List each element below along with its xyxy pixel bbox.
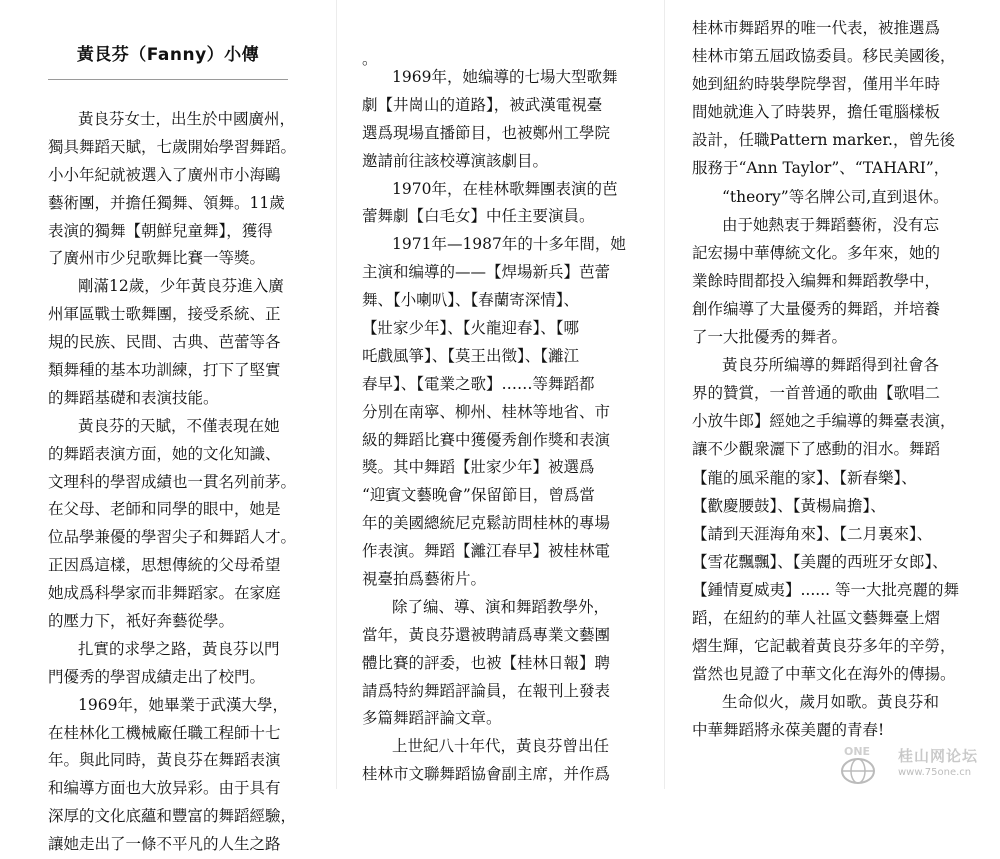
text-line: 【壯家少年】、【火龍迎春】、【哪: [362, 319, 580, 338]
article-title: 黃艮芬（Fanny）小傳: [76, 45, 260, 65]
text-line: 當年，黃良芬還被聘請爲專業文藝團: [362, 625, 611, 644]
text-line: 類舞種的基本功訓練，打下了堅實: [48, 361, 281, 380]
text-line: 蕾舞劇【白毛女】中任主要演員。: [362, 207, 595, 226]
text-line: 記宏揚中華傳統文化。多年來，她的: [692, 243, 941, 262]
text-line: 剛滿12歲，少年黃良芬進入廣: [78, 277, 284, 296]
text-line: 間她就進入了時裝界，擔任電腦樣板: [692, 103, 941, 122]
text-line: 主演和编導的——【焊場新兵】芭蕾: [362, 263, 611, 282]
text-line: 【雪花飄飄】、【美麗的西班牙女郎】、: [692, 552, 948, 571]
text-line: 分別在南寧、柳州、桂林等地省、市: [362, 402, 611, 421]
text-line: 和编導方面也大放异彩。由于具有: [48, 779, 281, 798]
page-fold-left: [336, 0, 337, 789]
text-line: 作表演。舞蹈【灕江春早】被桂林電: [362, 542, 611, 561]
text-line: 了一大批優秀的舞者。: [692, 328, 848, 347]
text-line: 了廣州市少兒歌舞比賽一等獎。: [48, 249, 266, 268]
text-line: 桂林市舞蹈界的唯一代表，被推選爲: [692, 19, 941, 37]
text-line: 設計，任職Pattern marker.，曾先後: [692, 131, 955, 150]
watermark: [822, 741, 992, 785]
text-line: 黃良芬女士，出生於中國廣州，: [78, 110, 296, 128]
text-line: 蹈，在紐約的華人社區文藝舞臺上熠: [692, 608, 941, 627]
column-3: [692, 0, 972, 789]
text-line: 的舞蹈基礎和表演技能。: [48, 388, 219, 407]
text-line: 在桂林化工機械廠任職工程師十七: [48, 723, 281, 742]
title-divider: [48, 79, 288, 80]
text-line: 體比賽的評委，也被【桂林日報】聘: [362, 653, 611, 672]
text-line: 深厚的文化底蘊和豐富的舞蹈經驗，: [48, 807, 297, 826]
text-line: 邀請前往該校導演該劇目。: [362, 151, 549, 170]
text-line: 門優秀的學習成績走出了校門。: [48, 667, 266, 686]
text-line: 她成爲科學家而非舞蹈家。在家庭: [48, 584, 281, 603]
text-line: 吒戲風箏】、【莫王出徵】、【灕江: [362, 346, 580, 365]
text-line: 年。與此同時，黃良芬在舞蹈表演: [48, 751, 281, 770]
text-line: 服務于“Ann Taylor”、“TAHARI”，: [692, 159, 950, 178]
text-line: 黃良芬所编導的舞蹈得到社會各: [722, 356, 940, 375]
text-line: 由于她熱衷于舞蹈藝術，没有忘: [722, 215, 940, 234]
text-line: 表演的獨舞【朝鮮兒童舞】，獲得: [48, 221, 273, 240]
text-line: “theory”等名牌公司,直到退休。: [722, 187, 949, 206]
text-line: 春早】、【電業之歌】……等舞蹈都: [362, 374, 595, 393]
text-line: 視臺拍爲藝術片。: [362, 570, 487, 589]
column-1: [48, 0, 308, 854]
watermark-globe-icon: [822, 741, 894, 785]
text-line: 選爲現場直播節目，也被鄭州工學院: [362, 123, 611, 142]
text-line: 界的贊賞，一首普通的歌曲【歌唱二: [692, 384, 941, 403]
text-line: 當然也見證了中華文化在海外的傳揚。: [692, 665, 956, 684]
text-line: 【請到天涯海角來】、【二月裏來】、: [692, 524, 933, 543]
text-line: 創作编導了大量優秀的舞蹈，并培養: [692, 299, 941, 318]
column-3-body: [692, 14, 972, 744]
text-line: 獨具舞蹈天賦，七歲開始學習舞蹈。: [48, 137, 297, 156]
text-line: 的壓力下，衹好奔藝從學。: [48, 612, 235, 631]
text-line: 桂林市文聯舞蹈協會副主席，并作爲: [362, 765, 611, 784]
text-line: “迎賓文藝晚會”保留節目，曾爲當: [362, 486, 595, 505]
text-line: 規的民族、民間、古典、芭蕾等各: [48, 333, 281, 352]
text-line: 在父母、老師和同學的眼中，她是: [48, 500, 281, 519]
text-line: 年的美國總統尼克鬆訪問桂林的專場: [362, 514, 611, 533]
text-line: 文理科的學習成績也一貫名列前茅。: [48, 472, 297, 491]
text-line: 的舞蹈表演方面，她的文化知識、: [48, 444, 281, 463]
text-line: 黃良芬的天賦，不僅表現在她: [78, 416, 280, 435]
text-line: 讓她走出了一條不平凡的人生之路: [48, 835, 281, 854]
text-line: 讓不少觀衆灑下了感動的泪水。舞蹈: [692, 440, 941, 459]
text-line: 【龍的風采龍的家】、【新春樂】、: [692, 468, 917, 487]
page-fold-right: [664, 0, 665, 789]
text-line: 級的舞蹈比賽中獲優秀創作獎和表演: [362, 430, 611, 449]
text-line: 劇【井崗山的道路】，被武漢電視臺: [362, 95, 603, 114]
text-line: 桂林市第五屆政協委員。移民美國後，: [692, 47, 956, 66]
text-line: 1969年，她编導的七場大型歌舞: [392, 68, 618, 86]
column-1-body: [48, 106, 308, 859]
column-2: [362, 0, 626, 789]
text-line: 正因爲這樣，思想傳統的父母希望: [48, 556, 281, 575]
text-line: 藝術團，并擔任獨舞、領舞。11歲: [48, 193, 285, 212]
text-line: 中華舞蹈將永葆美麗的青春!: [692, 721, 885, 740]
text-line: 。: [362, 50, 378, 68]
watermark-logo-text: ONE: [844, 745, 871, 758]
text-line: 業餘時間都投入编舞和舞蹈教學中，: [692, 271, 941, 290]
watermark-url: www.75one.cn: [898, 767, 972, 778]
column-2-body: [362, 46, 626, 789]
text-line: 【歡慶腰鼓】、【黃楊扁擔】、: [692, 496, 886, 515]
text-line: 位品學兼優的學習尖子和舞蹈人才。: [48, 528, 297, 547]
text-line: 扎實的求學之路，黃良芬以門: [78, 639, 280, 658]
text-line: 上世紀八十年代，黃良芬曾出任: [392, 737, 610, 756]
text-line: 【鍾情夏威夷】...... 等一大批亮麗的舞: [692, 580, 959, 599]
text-line: 熠生輝，它記載着黃良芬多年的辛勞，: [692, 637, 956, 656]
text-line: 1970年，在桂林歌舞團表演的芭: [392, 179, 618, 198]
text-line: 舞、【小喇叭】、【春蘭寄深情】、: [362, 291, 580, 310]
text-line: 她到紐約時裝學院學習，僅用半年時: [692, 75, 941, 94]
text-line: 請爲特約舞蹈評論員，在報刊上發表: [362, 681, 611, 700]
text-line: 1971年—1987年的十多年間，她: [392, 235, 626, 254]
text-line: 生命似火，歲月如歌。黃良芬和: [722, 693, 940, 712]
text-line: 1969年，她畢業于武漢大學，: [78, 695, 288, 714]
watermark-site-text: 桂山网论坛: [898, 747, 979, 765]
text-line: 小放牛郎】經她之手编導的舞臺表演，: [692, 412, 956, 431]
text-line: 州軍區戰士歌舞團，接受系統、正: [48, 305, 281, 324]
text-line: 除了编、導、演和舞蹈教學外，: [392, 597, 610, 616]
text-line: 小小年紀就被選入了廣州市小海鷗: [48, 165, 281, 184]
text-line: 多篇舞蹈評論文章。: [362, 709, 502, 728]
text-line: 獎。其中舞蹈【壯家少年】被選爲: [362, 458, 595, 477]
